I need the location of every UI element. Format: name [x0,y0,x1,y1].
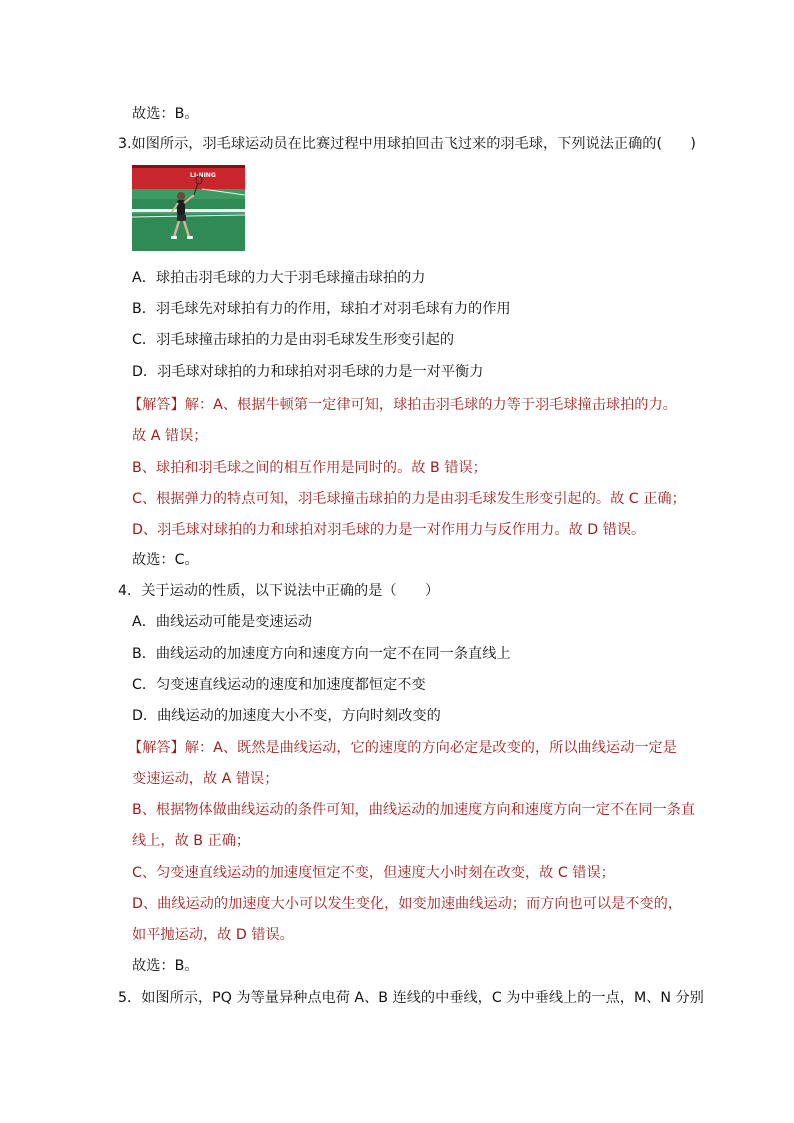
q4-answer-line-5: C、匀变速直线运动的加速度恒定不变，但速度大小时刻在改变，故 C 错误； [132,865,615,881]
svg-text:LI-NING: LI-NING [190,172,216,179]
q3-answer-line-3: B、球拍和羽毛球之间的相互作用是同时的。故 B 错误； [132,460,487,476]
q3-option-d: D．羽毛球对球拍的力和球拍对羽毛球的力是一对平衡力 [132,364,484,380]
q3-stem: 3.如图所示，羽毛球运动员在比赛过程中用球拍回击飞过来的羽毛球，下列说法正确的( ) [118,136,696,152]
q4-answer-line-1 [128,738,677,758]
badminton-photo [132,165,245,251]
q3-answer-text: 解：A、根据牛顿第一定律可知，球拍击羽毛球的力等于羽毛球撞击球拍的力。 [184,397,677,413]
q3-option-c: C．羽毛球撞击球拍的力是由羽毛球发生形变引起的 [132,332,455,348]
q4-option-d: D．曲线运动的加速度大小不变，方向时刻改变的 [132,708,441,724]
q3-option-b: B．羽毛球先对球拍有力的作用，球拍才对羽毛球有力的作用 [132,301,511,317]
q4-answer-text: 解：A、既然是曲线运动，它的速度的方向必定是改变的，所以曲线运动一定是 [184,740,677,756]
prev-conclusion: 故选：B。 [132,106,199,122]
q4-option-b: B．曲线运动的加速度方向和速度方向一定不在同一条直线上 [132,646,511,662]
q3-option-a: A．球拍击羽毛球的力大于羽毛球撞击球拍的力 [132,270,426,286]
q4-answer-line-7: 如平抛运动，故 D 错误。 [132,927,294,943]
q3-answer-line-2: 故 A 错误； [132,428,208,444]
q4-stem: 4．关于运动的性质，以下说法中正确的是（ ） [118,583,440,599]
q4-option-a: A．曲线运动可能是变速运动 [132,614,312,630]
q5-stem: 5．如图所示，PQ 为等量异种点电荷 A、B 连线的中垂线，C 为中垂线上的一点，M、N 分别 [118,990,704,1006]
q4-answer-line-2: 变速运动，故 A 错误； [132,771,279,787]
q4-answer-line-6: D、曲线运动的加速度大小可以发生变化，如变加速曲线运动；而方向也可以是不变的， [132,896,683,912]
q3-answer-line-1 [128,395,677,415]
q3-answer-line-4: C、根据弹力的特点可知，羽毛球撞击球拍的力是由羽毛球发生形变引起的。故 C 正确； [132,491,686,507]
q4-answer-line-3: B、根据物体做曲线运动的条件可知，曲线运动的加速度方向和速度方向一定不在同一条直 [132,802,696,818]
q4-option-c: C．匀变速直线运动的速度和加速度都恒定不变 [132,677,426,693]
q3-conclusion: 故选：C。 [132,552,199,568]
q4-answer-line-4: 线上，故 B 正确； [132,833,251,849]
q4-conclusion: 故选：B。 [132,958,199,974]
q3-answer-line-5: D、羽毛球对球拍的力和球拍对羽毛球的力是一对作用力与反作用力。故 D 错误。 [132,522,646,538]
q4-answer-tag: 【解答】 [128,740,185,756]
q3-answer-tag: 【解答】 [128,397,185,413]
